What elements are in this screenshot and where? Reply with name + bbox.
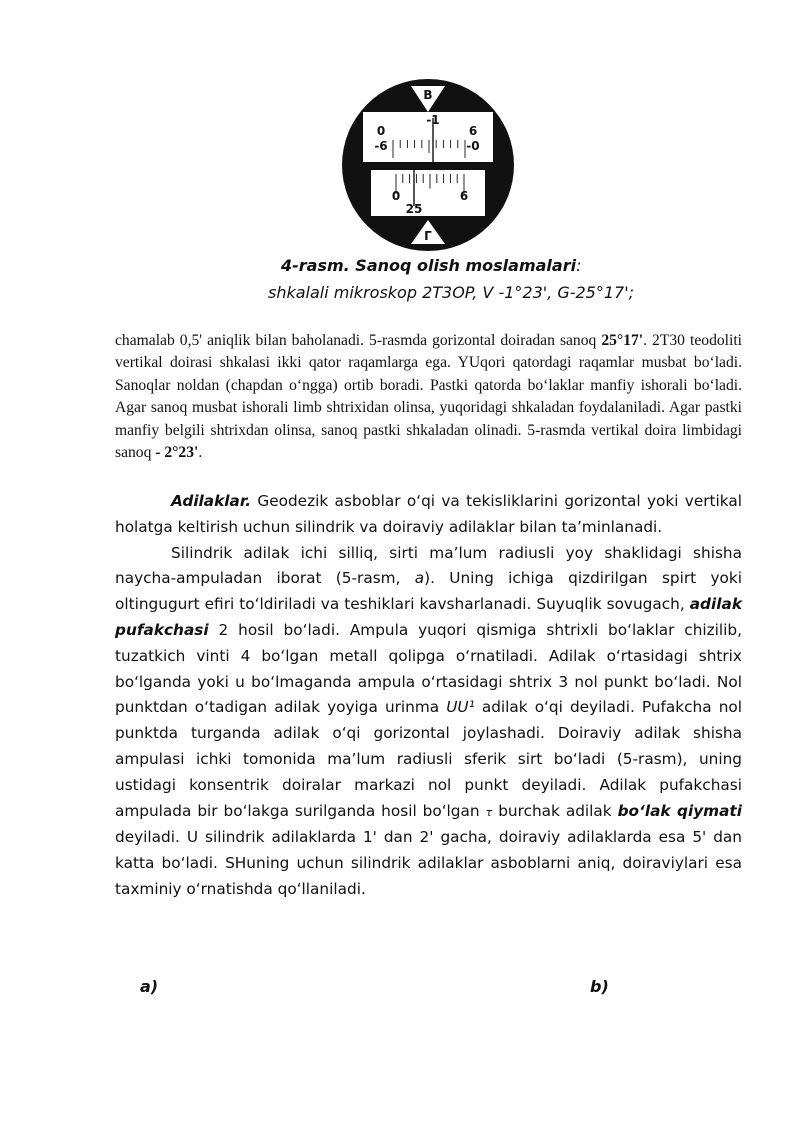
paragraph-text: Silindrik adilak ichi silliq, sirti ma’lum radiusli yoy shaklidagi shisha naycha-ampuladan iborat (5-rasm, <box>115 543 742 588</box>
italic-term: a <box>414 569 425 588</box>
lower-right-value: 6 <box>459 189 469 203</box>
top-label-b: B <box>423 88 433 102</box>
italic-term: UU¹ <box>446 698 475 717</box>
figure-caption-title <box>281 256 581 275</box>
microscope-scale-figure <box>333 78 523 258</box>
upper-right-bottom-value: -0 <box>466 139 480 153</box>
paragraph-adilaklar <box>115 489 742 541</box>
paragraph-text: adilak o‘qi deyiladi. Pufakcha nol punktda turganda adilak o‘qi gorizontal joylashadi. Doiraviy adilak shisha ampulasi ichki tomonida ma’lum radiusli sferik sirt bo‘ladi (5-rasm), uning ustidagi konsentrik doiralar markazi nol punkt deyiladi. Adilak pufakchasi ampulada bir bo‘lakga surilganda hosil bo‘lgan <box>115 698 742 820</box>
lower-left-value: 0 <box>391 189 401 203</box>
section-heading: Adilaklar. <box>171 492 252 510</box>
upper-right-top-value: 6 <box>468 124 478 138</box>
tau-symbol: τ <box>485 805 493 819</box>
serif-text-part: chamalab 0,5' aniqlik bilan baholanadi. 5-rasmda gorizontal doiradan sanoq <box>115 332 602 349</box>
caption-title-text: 4-rasm. Sanoq olish moslamalari <box>281 256 577 275</box>
upper-left-bottom-value: -6 <box>374 139 388 153</box>
bottom-label-g: Г <box>424 229 432 243</box>
caption-title-suffix: : <box>576 256 582 275</box>
main-text <box>115 489 742 903</box>
bold-italic-term: adilak pufakchasi <box>115 595 742 639</box>
paragraph-text: Geodezik asboblar o‘qi va tekisliklarini gorizontal yoki vertikal holatga keltirish uchun silindrik va doiraviy adilaklar bilan ta’minlanadi. <box>115 492 742 536</box>
paragraph-text: ). Uning ichiga qizdirilgan spirt yoki oltingugurt efiri to‘ldiriladi va teshiklari kavsharlanadi. Suyuqlik sovugach, <box>115 569 742 614</box>
paragraph-text: 2 hosil bo‘ladi. Ampula yuqori qismiga shtrixli bo‘laklar chizilib, tuzatkich vinti 4 bo‘lgan metall qolipga o‘rnatiladi. Adilak o‘rtasidagi shtrix bo‘lganda yoki u bo‘lmaganda ampula o‘rtasidagi shtrix 3 nol punkt bo‘ladi. Nol punktdan o‘tadigan adilak yoyiga urinma <box>115 620 742 717</box>
serif-text-part: . <box>198 444 203 462</box>
paragraph-text: deyiladi. U silindrik adilaklarda 1' dan 2' gacha, doiraviy adilaklarda esa 5' dan katta bo‘ladi. SHuning uchun silindrik adilaklar asboblarni aniq, doiraviylari esa taxminiy o‘rnatishda qo‘llaniladi. <box>115 828 742 898</box>
serif-bold-value: - 2°23' <box>155 444 199 462</box>
paragraph-silindrik <box>115 541 742 903</box>
subfigure-label-b: b) <box>590 977 609 996</box>
serif-bold-value: 25°17' <box>601 332 644 349</box>
figure-caption-subtitle: shkalali mikroskop 2T3OP, V -1°23', G-25°17'; <box>268 283 635 302</box>
serif-text-part: . 2T30 teodoliti vertikal doirasi shkalasi ikki qator raqamlarga ega. YUqori qatordagi raqamlar musbat bo‘ladi. Sanoqlar noldan (chapdan o‘ngga) ortib boradi. Pastki qatorda bo‘laklar manfiy ishorali bo‘ladi. Agar sanoq musbat ishorali limb shtrixidan olinsa, yuqoridagi shkaladan foydalaniladi. Agar pastki manfiy belgili shtrixdan olinsa, sanoq pastki shkaladan olinadi. 5-rasmda vertikal doira limbidagi sanoq <box>115 332 742 462</box>
paragraph-text: burchak adilak <box>498 801 618 820</box>
serif-paragraph <box>115 330 742 464</box>
upper-center-value: -1 <box>426 113 440 127</box>
subfigure-label-a: a) <box>140 977 159 996</box>
bold-italic-term: bo‘lak qiymati <box>617 801 742 820</box>
upper-left-top-value: 0 <box>376 124 386 138</box>
lower-center-value: 25 <box>405 202 423 216</box>
